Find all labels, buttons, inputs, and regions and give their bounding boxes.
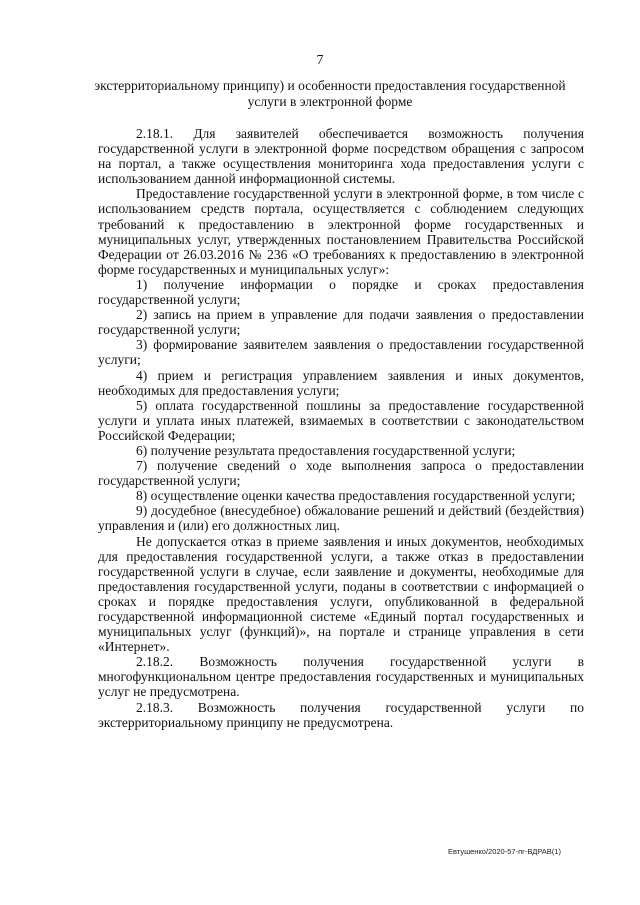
paragraph-2-18-1: 2.18.1. Для заявителей обеспечивается возможность получения государственной услуги в электронной форме посредством обращения с запросом на портал, а также осуществления мониторинга хода предоставления услуги с использованием данной информационной системы. (98, 126, 584, 187)
list-item-8: 8) осуществление оценки качества предоставления государственной услуги; (136, 488, 576, 504)
list-item-9: 9) досудебное (внесудебное) обжалование решений и действий (бездействия) управления и (или) его должностных лиц. (98, 503, 584, 534)
document-body (98, 126, 584, 730)
paragraph-requirements-intro: Предоставление государственной услуги в электронной форме, в том числе с использованием средств портала, осуществляется с соблюдением следующих требований к предоставлению в электронной форме государственных и муниципальных услуг, утвержденных постановлением Правительства Российской Федерации от 26.03.2016 № 236 «О требованиях к предоставлению в электронной форме государственных и муниципальных услуг»: (98, 186, 584, 277)
document-reference: Евтушенко/2020-57-пг-ВДРАВ(1) (448, 847, 561, 856)
paragraph-refusal-not-allowed: Не допускается отказ в приеме заявления и иных документов, необходимых для предоставления государственной услуги, а также отказ в предоставлении государственной услуги в случае, если заявление и документы, необходимые для предоставления государственной услуги, поданы в соответствии с информацией о сроках и порядке предоставления услуги, опубликованной в федеральной государственной информационной системе «Единый портал государственных и муниципальных услуг (функций)», на портале и странице управления в сети «Интернет». (98, 533, 584, 655)
list-item-4: 4) прием и регистрация управлением заявления и иных документов, необходимых для предоставления услуги; (98, 367, 584, 398)
section-heading: экстерриториальному принципу) и особенности предоставления государственной услуги в электронной форме (94, 78, 566, 109)
list-item-2: 2) запись на прием в управление для подачи заявления о предоставлении государственной услуги; (98, 307, 584, 338)
list-item-6: 6) получение результата предоставления государственной услуги; (136, 442, 516, 458)
list-item-1: 1) получение информации о порядке и сроках предоставления государственной услуги; (98, 276, 584, 308)
paragraph-2-18-3: 2.18.3. Возможность получения государственной услуги по экстерриториальному принципу не предусмотрена. (98, 699, 584, 730)
list-item-5: 5) оплата государственной пошлины за предоставление государственной услуги и уплата иных платежей, взимаемых в соответствии с законодательством Российской Федерации; (98, 397, 584, 443)
page-number: 7 (316, 52, 324, 67)
list-item-7: 7) получение сведений о ходе выполнения запроса о предоставлении государственной услуги; (98, 458, 584, 489)
list-item-3: 3) формирование заявителем заявления о предоставлении государственной услуги; (98, 337, 584, 368)
paragraph-2-18-2: 2.18.2. Возможность получения государственной услуги в многофункциональном центре предоставления государственных и муниципальных услуг не предусмотрена. (98, 654, 584, 700)
